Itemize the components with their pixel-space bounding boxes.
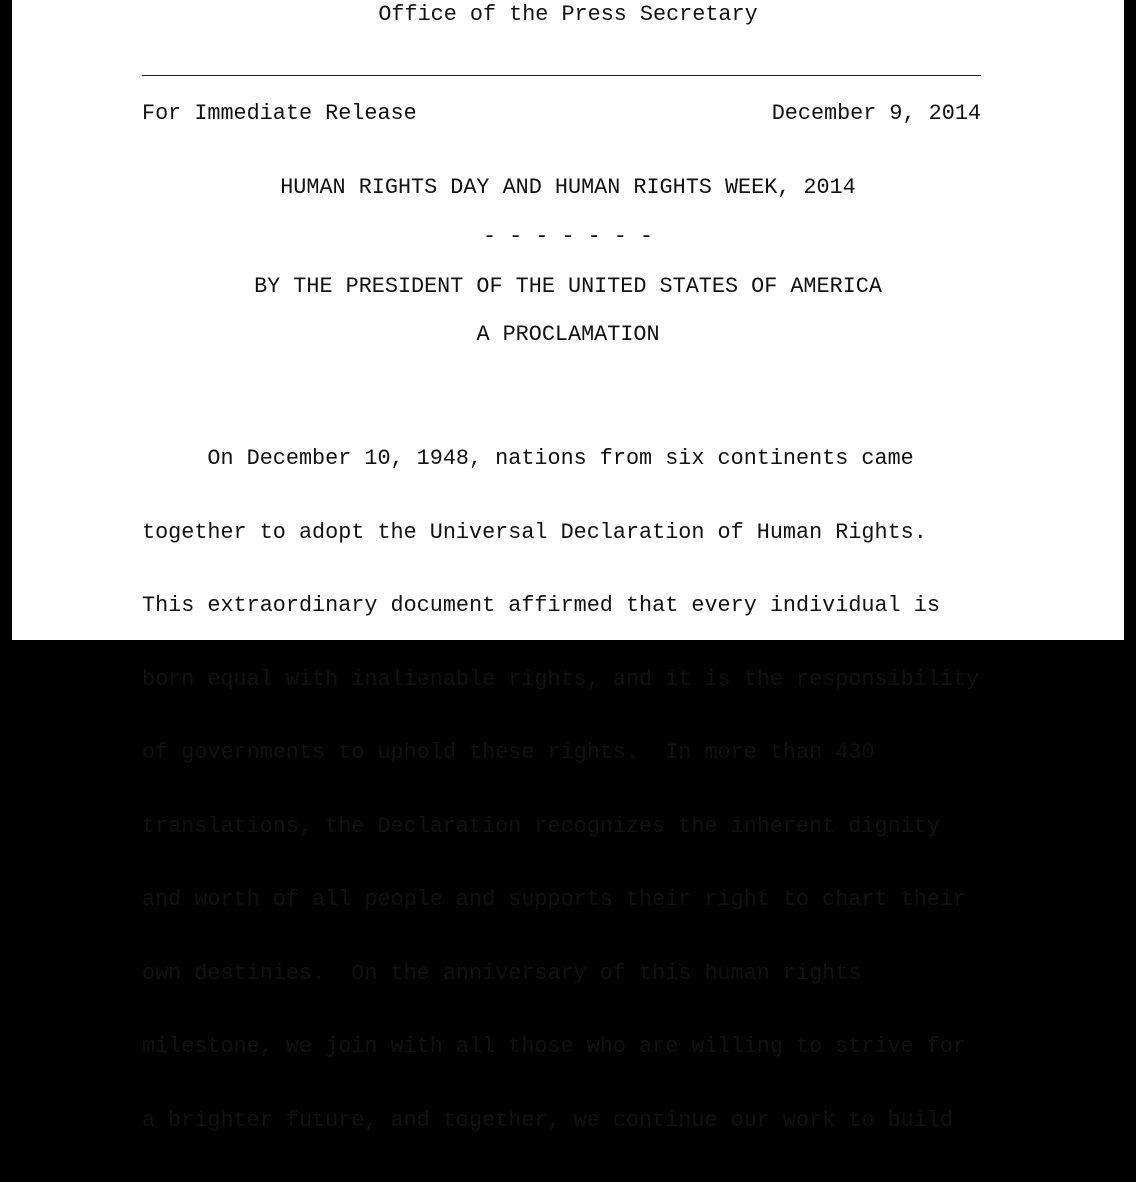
body-line: translations, the Declaration recognizes the inherent dignity: [142, 813, 940, 839]
body-text: [142, 398, 979, 1182]
horizontal-rule: [142, 75, 981, 76]
body-line: of governments to uphold these rights. In more than 430: [142, 740, 875, 765]
separator: - - - - - - -: [482, 224, 654, 249]
body-line: together to adopt the Universal Declaration of Human Rights.: [142, 519, 927, 545]
body-line: milestone, we join with all those who are willing to strive for: [142, 1034, 967, 1059]
by-line: BY THE PRESIDENT OF THE UNITED STATES OF AMERICA: [254, 274, 882, 299]
release-label: For Immediate Release: [142, 101, 417, 126]
body-line: and worth of all people and supports their right to chart their: [142, 887, 967, 912]
release-date: December 9, 2014: [771, 101, 981, 126]
body-line: born equal with inalienable rights, and it is the responsibility: [142, 666, 980, 692]
body-line: own destinies. On the anniversary of this human rights: [142, 960, 862, 986]
body-line: This extraordinary document affirmed that every individual is: [142, 593, 940, 618]
office-heading: Office of the Press Secretary: [378, 2, 758, 27]
body-line: a brighter future, and together, we continue our work to build: [142, 1107, 953, 1133]
proclamation-title: HUMAN RIGHTS DAY AND HUMAN RIGHTS WEEK, 2014: [280, 175, 856, 200]
document-page: [12, 0, 1124, 1133]
body-line: On December 10, 1948, nations from six continents came: [142, 446, 914, 471]
document-type: A PROCLAMATION: [476, 322, 660, 347]
